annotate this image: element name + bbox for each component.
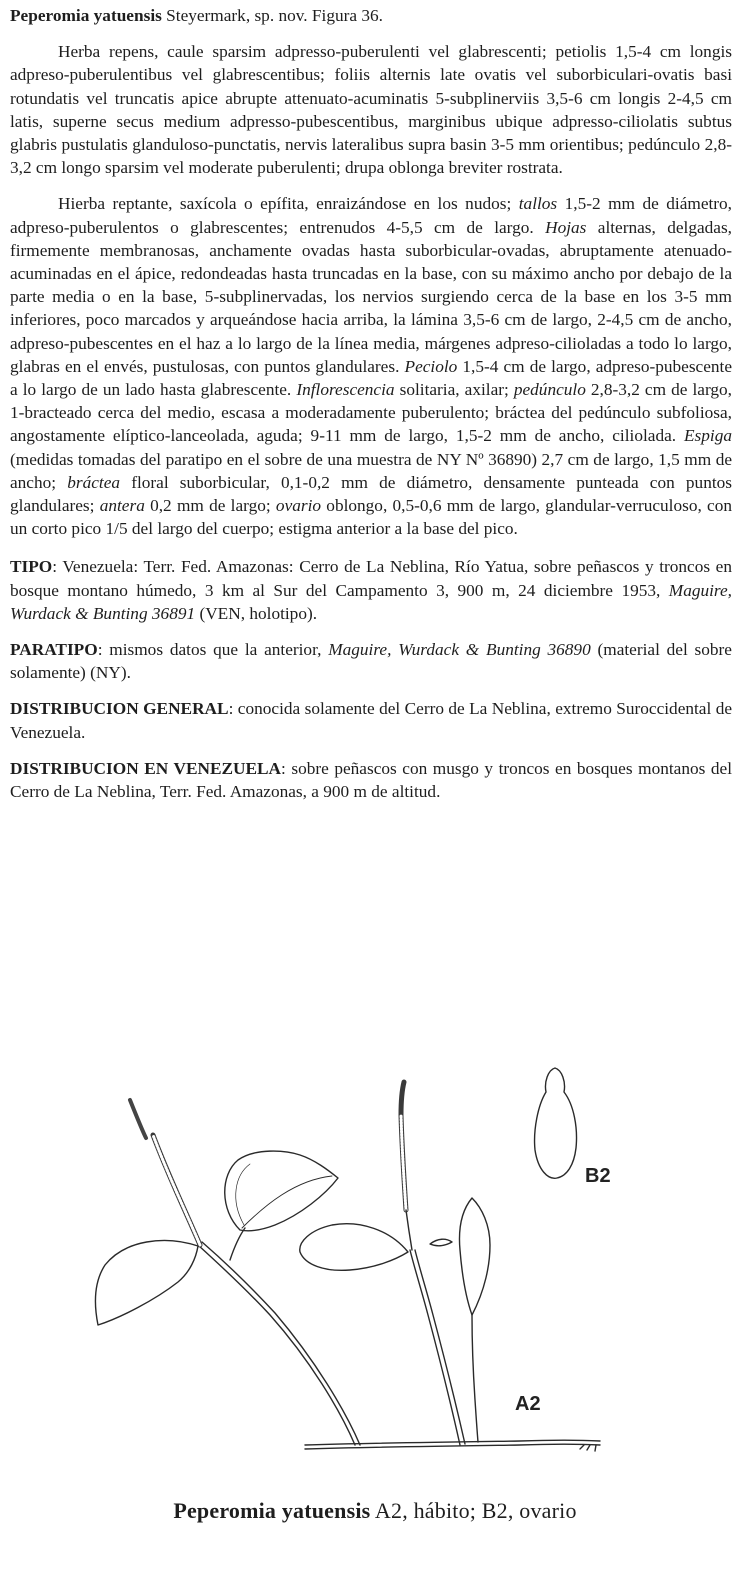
spanish-term: ovario — [275, 496, 322, 516]
leaf-upper-left — [225, 1151, 338, 1231]
tipo-label: TIPO — [10, 557, 53, 577]
spanish-term: tallos — [518, 194, 558, 214]
paratipo-paragraph — [10, 638, 732, 684]
species-name: Peperomia yatuensis — [10, 6, 162, 25]
spanish-term: pedúnculo — [513, 380, 586, 400]
spanish-text: (medidas tomadas del paratipo en el sobre de una muestra de NY Nº 36890) 2,7 cm de largo, 1,5 mm de ancho; — [10, 449, 732, 492]
tipo-text: : Venezuela: Terr. Fed. Amazonas: Cerro de La Neblina, Río Yatua, sobre peñascos y troncos en bosque montano húmedo, 3 km al Sur del Campamento 3, 900 m, 24 diciembre 1953, — [10, 557, 732, 600]
spanish-description — [10, 192, 732, 540]
spanish-text: 1,5-4 cm de largo, adpreso-pubescente a lo largo de un lado hasta glabrescente. — [10, 356, 733, 400]
tipo-collectors: Maguire, Wurdack & Bunting 36891 — [10, 580, 732, 623]
spanish-term: bráctea — [67, 472, 121, 492]
distribucion-venezuela-text: : sobre peñascos con musgo y troncos en bosques montanos del Cerro de La Neblina, Terr. Fed. Amazonas, a 900 m de altitud. — [10, 758, 732, 802]
ovary-drawing — [535, 1068, 577, 1178]
leaf-middle — [300, 1224, 408, 1271]
spanish-text: 1,5-2 mm de diámetro, adpreso-puberulentos o glabrescentes; entrenudos 4-5,5 cm de largo. — [10, 194, 733, 237]
leaf-left — [95, 1240, 198, 1325]
distribucion-general-text: : conocida solamente del Cerro de La Neblina, extremo Suroccidental de Venezuela. — [10, 699, 733, 742]
leaf-right — [460, 1198, 491, 1315]
botanical-illustration — [70, 1060, 670, 1480]
spanish-text: oblongo, 0,5-0,6 mm de largo, glandular-verruculoso, con un corto pico 1/5 del largo del cuerpo; estigma anterior a la base del pico. — [10, 496, 732, 539]
left-branch-stem — [198, 1245, 355, 1445]
caption-rest: A2, hábito; B2, ovario — [370, 1498, 577, 1523]
tipo-paragraph — [10, 555, 732, 625]
paratipo-after: (material del sobre solamente) (NY). — [10, 640, 732, 683]
heading-rest: Steyermark, sp. nov. Figura 36. — [161, 6, 383, 25]
distribucion-venezuela-paragraph — [10, 757, 732, 803]
spanish-term: Espiga — [683, 426, 732, 446]
spanish-text: 2,8-3,2 cm de largo, 1-bracteado cerca del medio, escasa a moderadamente puberulento; bráctea del pedúnculo subfoliosa, angostamente elíptico-lanceolada, aguda; 9-11 mm de largo, 1,5-2 mm de ancho, ciliolada. — [10, 380, 732, 446]
spanish-term: Peciolo — [404, 356, 458, 376]
distribucion-venezuela-label: DISTRIBUCION EN VENEZUELA — [10, 758, 282, 778]
tipo-after: (VEN, holotipo). — [195, 603, 318, 623]
spanish-text: floral suborbicular, 0,1-0,2 mm de diámetro, densamente punteada con puntos glandulares; — [10, 472, 732, 516]
latin-description: Herba repens, caule sparsim adpresso-puberulenti vel glabrescenti; petiolis 1,5-4 cm longis adpreso-puberulentibus vel glabrescentibus; foliis alternis late ovatis vel suborbiculari-ovatis basi rotundatis vel truncatis apice abrupte attenuato-acuminatis 5-subplinerviis 3,5-6 cm longis 2-4,5 cm latis, superne secus medium adpresso-pubescentibus, marginibus ubique adpresso-ciliolatis subtus glabris pustulatis glanduloso-punctatis, nervis lateralibus supra basin 3-5 mm orientibus; pedúnculo 2,8-3,2 cm longo sparsim vel moderate puberulenti; drupa oblonga breviter rostrata. — [10, 42, 732, 178]
distribucion-general-paragraph — [10, 697, 732, 743]
spanish-text: 0,2 mm de largo; — [144, 496, 276, 516]
text-block — [10, 4, 732, 803]
spanish-text: solitaria, axilar; — [394, 380, 514, 400]
spanish-text: Hierba reptante, saxícola o epífita, enraizándose en los nudos; — [58, 194, 519, 214]
figure-caption — [0, 1498, 750, 1524]
spanish-term: Hojas — [545, 217, 587, 237]
distribucion-general-label: DISTRIBUCION GENERAL — [10, 699, 229, 719]
paratipo-collectors: Maguire, Wurdack & Bunting 36890 — [328, 640, 591, 660]
right-branch-stem — [410, 1250, 460, 1445]
species-heading — [10, 4, 732, 27]
caption-species: Peperomia yatuensis — [173, 1498, 371, 1523]
figure-label-b2: B2 — [585, 1165, 611, 1187]
spanish-term: Inflorescencia — [296, 380, 395, 400]
paratipo-label: PARATIPO — [10, 640, 98, 660]
spanish-text: alternas, delgadas, firmemente membranosas, anchamente ovadas hasta suborbicular-ovadas, abruptamente atenuado-acuminadas en el ápice, redondeadas hasta truncadas en la base, con su máximo ancho por debajo de la parte media o en la base, 5-subplinervadas, los nervios surgiendo cerca de la base en los 3-5 mm inferiores, poco marcados y arqueándose hacia arriba, la lámina 3,5-6 cm de largo, 2-4,5 cm de ancho, adpreso-pubescentes en el haz a lo largo de la línea media, márgenes adpreso-cilioladas a todo lo largo, glabras en el envés, pustulosas, con puntos glandulares. — [10, 217, 732, 376]
spanish-term: antera — [99, 496, 145, 516]
paratipo-text: : mismos datos que la anterior, — [97, 640, 329, 660]
figure-label-a2: A2 — [515, 1393, 541, 1415]
